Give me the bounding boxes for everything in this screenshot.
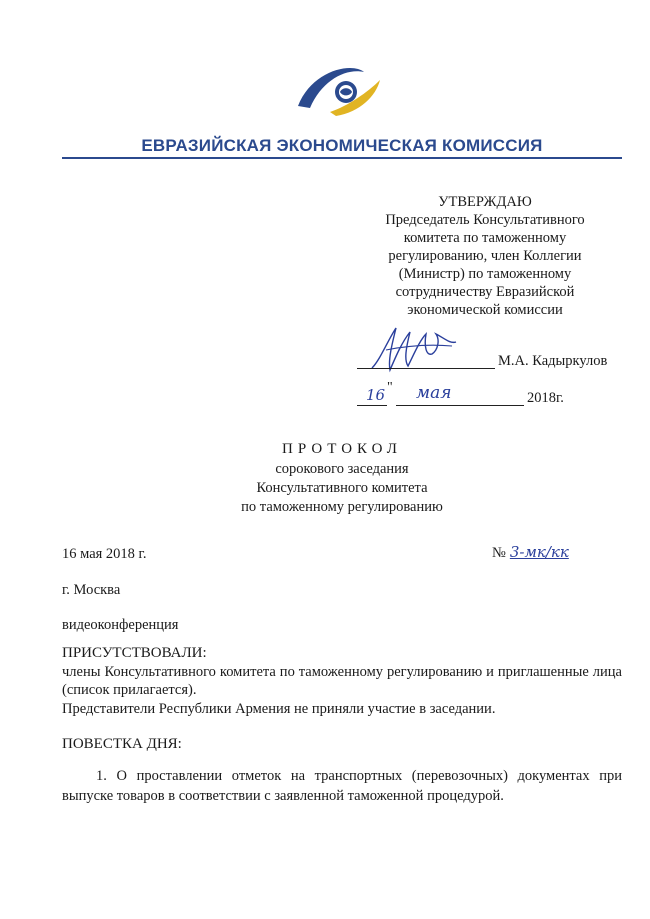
- number-prefix: №: [492, 545, 506, 561]
- attendance-heading: ПРИСУТСТВОВАЛИ:: [62, 645, 207, 661]
- approval-heading: УТВЕРЖДАЮ: [438, 194, 532, 210]
- org-title: ЕВРАЗИЙСКАЯ ЭКОНОМИЧЕСКАЯ КОМИССИЯ: [141, 136, 543, 155]
- eec-logo-icon: [290, 62, 390, 120]
- signer-name: М.А. Кадыркулов: [498, 353, 608, 369]
- approval-date-year: 2018г.: [527, 390, 564, 406]
- meeting-date: 16 мая 2018 г.: [62, 546, 147, 562]
- agenda-heading: ПОВЕСТКА ДНЯ:: [62, 736, 182, 752]
- number-value: 3-мк/кк: [509, 543, 569, 561]
- protocol-subtitle: по таможенному регулированию: [241, 499, 443, 515]
- signature-icon: [366, 320, 476, 374]
- approval-line: экономической комиссии: [407, 302, 563, 318]
- date-month-line: [396, 405, 524, 406]
- protocol-number: [492, 543, 569, 562]
- approval-line: Председатель Консультативного: [385, 212, 585, 228]
- date-day-line: [357, 405, 387, 406]
- header-divider: [62, 157, 622, 159]
- approval-block: [365, 193, 605, 319]
- protocol-subtitle: Консультативного комитета: [256, 480, 428, 496]
- agenda-item: 1. О проставлении отметок на транспортных (перевозочных) документах при выпуске товаров в соответствии с заявленной таможенной процедурой.: [62, 768, 622, 804]
- protocol-heading: ПРОТОКОЛ: [282, 441, 402, 457]
- protocol-title-block: [62, 440, 622, 517]
- approval-line: комитета по таможенному: [403, 230, 567, 246]
- approval-date-day: 16: [366, 386, 386, 404]
- approval-line: сотрудничеству Евразийской: [395, 284, 575, 300]
- meeting-format: видеоконференция: [62, 617, 179, 633]
- attendance-note: Представители Республики Армения не приняли участие в заседании.: [62, 701, 496, 717]
- approval-line: (Министр) по таможенному: [398, 266, 572, 282]
- approval-line: регулированию, член Коллегии: [388, 248, 582, 264]
- meeting-city: г. Москва: [62, 582, 121, 598]
- protocol-subtitle: сорокового заседания: [275, 461, 409, 477]
- signature-line: [357, 368, 495, 369]
- approval-date-month: мая: [416, 383, 452, 403]
- approval-date-quote: ": [387, 380, 393, 395]
- attendance-members: члены Консультативного комитета по таможенному регулированию и приглашенные лица (список прилагается).: [62, 664, 622, 698]
